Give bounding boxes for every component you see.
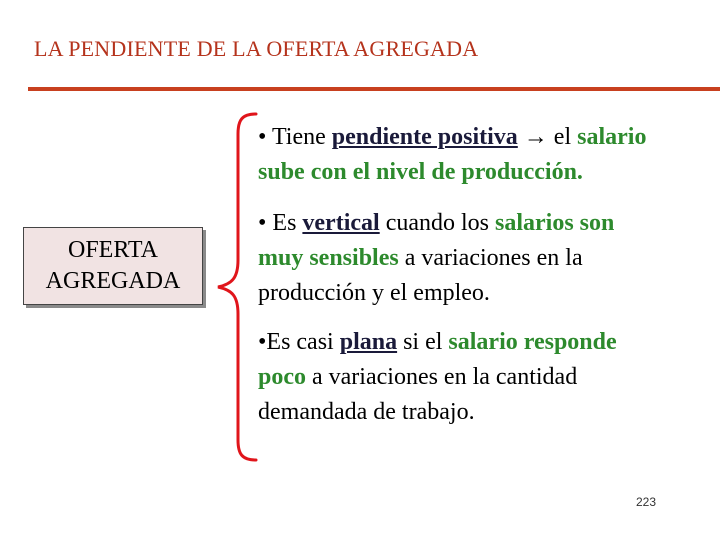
bullet3-line3: demandada de trabajo.: [258, 399, 475, 425]
box-label: [46, 235, 181, 297]
bullet3-text-b: a variaciones en la cantidad: [306, 364, 578, 390]
bullet1-highlight: salario: [577, 124, 647, 150]
bullet2-line1: [258, 206, 614, 241]
bullet3-line2: [258, 360, 617, 395]
bullet2-text-c: cuando los: [379, 210, 496, 236]
box-label-line1: OFERTA: [68, 237, 158, 263]
box-label-line2: AGREGADA: [45, 268, 181, 294]
bullet2-line2: [258, 241, 614, 276]
bullet1-line2: sube con el nivel de producción.: [258, 159, 583, 185]
bullet2-line3: producción y el empleo.: [258, 280, 490, 306]
bullet2-text-b: a variaciones en la: [398, 245, 583, 271]
bullet2-text-a: • Es: [258, 210, 303, 236]
bullet2-highlight: salarios son: [495, 210, 615, 236]
slide-title: LA PENDIENTE DE LA OFERTA AGREGADA: [34, 36, 479, 61]
bullet-plana: [258, 325, 617, 430]
bullet3-highlight-2: poco: [258, 364, 306, 390]
bullet2-keyword: vertical: [302, 210, 380, 236]
bullet1-keyword: pendiente positiva: [331, 124, 518, 150]
bullet2-highlight-2: muy sensibles: [258, 245, 399, 271]
bullet-vertical: [258, 206, 614, 311]
bullet3-keyword: plana: [339, 329, 398, 355]
title-divider: [28, 87, 720, 91]
page-number: 223: [636, 495, 657, 509]
bullet3-text-c: si el: [397, 329, 449, 355]
bullet1-line1: [258, 120, 646, 155]
bullet1-text-c: → el: [517, 124, 578, 150]
bullet3-highlight: salario responde: [448, 329, 617, 355]
bullet3-text-a: •Es casi: [258, 329, 340, 355]
bullet1-text-a: • Tiene: [258, 124, 332, 150]
curly-brace: [212, 110, 258, 464]
bullet3-line1: [258, 325, 617, 360]
bullet-pendiente-positiva: [258, 120, 646, 190]
oferta-agregada-box: [23, 227, 203, 305]
